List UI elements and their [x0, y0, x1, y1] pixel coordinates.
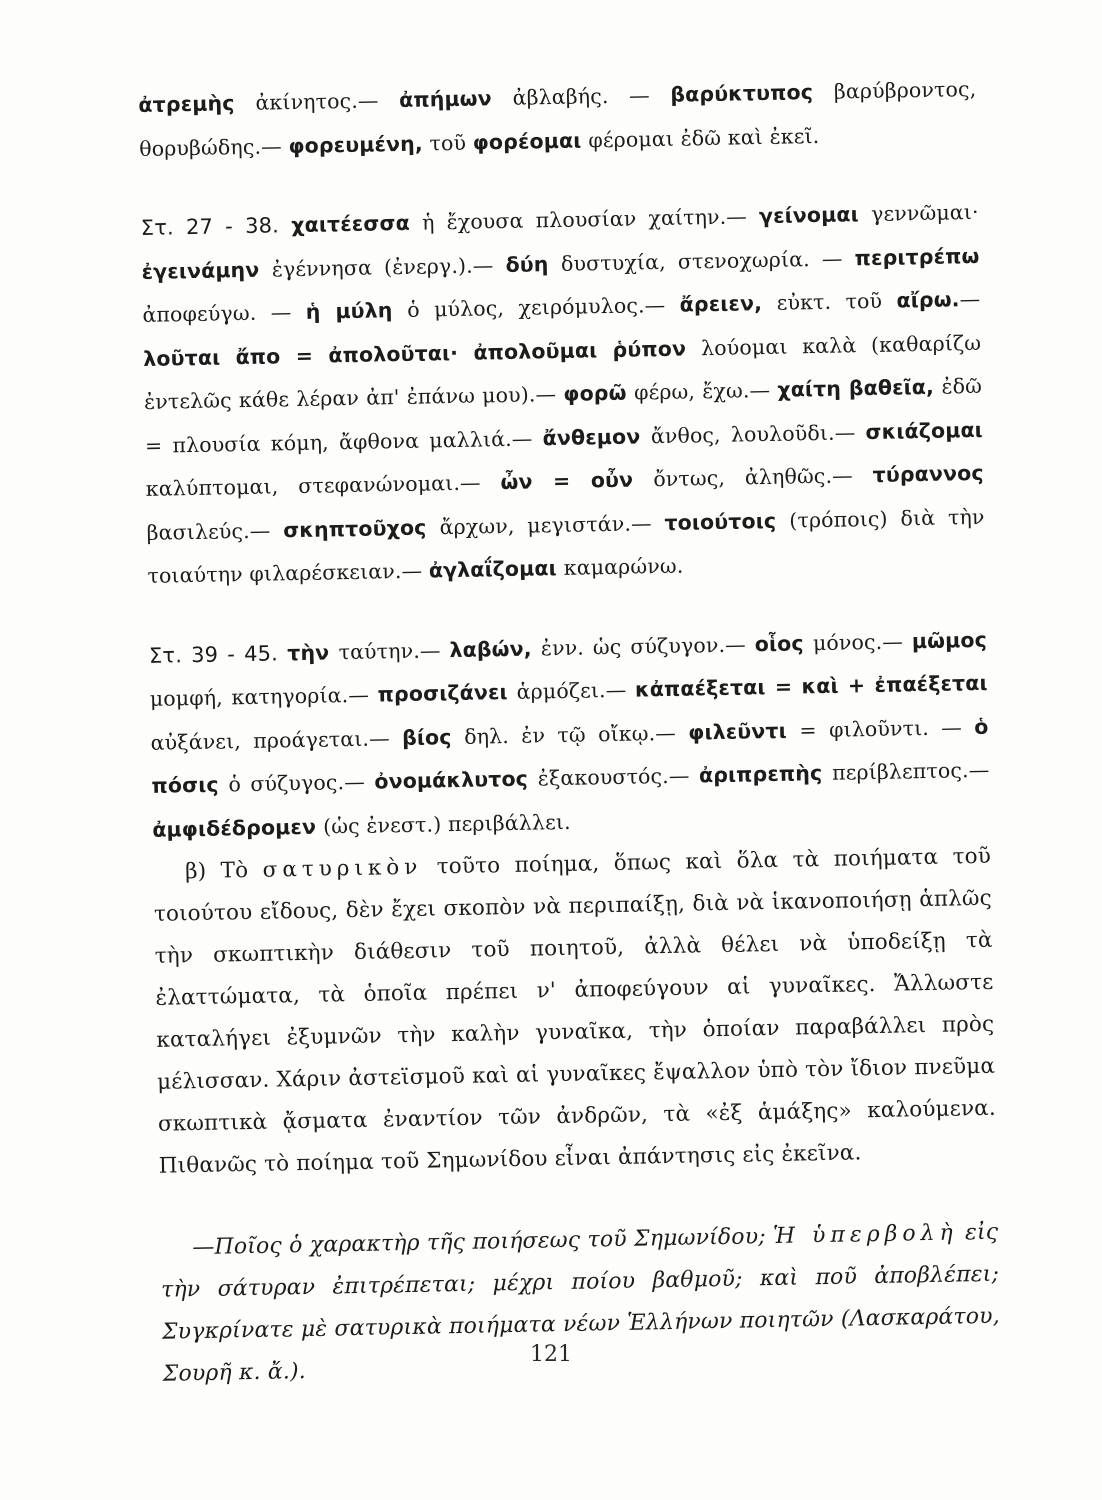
gloss-definition: δυστυχία, στενοχωρία. — [560, 245, 855, 276]
gloss-definition: γεννῶμαι· [870, 199, 979, 226]
gloss-definition: καμαρώνω. [563, 553, 684, 580]
gloss-term: ἀμφιδέδρομεν [152, 814, 317, 842]
gloss-term: ἀτρεμὴς [138, 91, 235, 117]
gloss-term: τοιούτοις [664, 508, 777, 535]
gloss-term: τύραννος [872, 460, 984, 487]
gloss-term: λοῦται ἄπο = ἀπολοῦται· ἀπολοῦμαι ῥύπον [143, 336, 687, 371]
gloss-term: χαιτέεσσα [291, 210, 411, 238]
gloss-term: δύη [505, 251, 549, 277]
gloss-definition: δηλ. ἐν τῷ οἴκῳ.— [463, 720, 689, 749]
gloss-term: αἴρω. [896, 287, 960, 313]
gloss-definition: περίβλεπτος.— [831, 757, 990, 785]
gloss-term: μῶμος [911, 627, 988, 653]
glossary-section-39-45 [149, 618, 991, 852]
gloss-definition: φέρω, ἔχω.— [633, 377, 778, 405]
gloss-definition: ὄντως, ἀληθῶς.— [653, 462, 873, 492]
gloss-term: ἀγλαΐζομαι [428, 556, 557, 583]
gloss-term: χαίτη βαθεῖα, [777, 374, 935, 402]
gloss-term: λαβών, [449, 636, 532, 662]
gloss-term: ἄρειεν, [679, 291, 763, 317]
gloss-definition: ἐδῶ = πλουσία κόμη, ἄφθονα μαλλιά.— [144, 373, 983, 458]
gloss-definition: ἄρχων, μεγιστάν.— [439, 510, 665, 539]
gloss-term: γείνομαι [758, 202, 859, 229]
glossary-intro [138, 68, 978, 171]
commentary-lead: β) Τὸ [184, 857, 263, 885]
gloss-definition: λούομαι καλὰ (καθαρίζω ἐντελῶς κάθε λέραν ἀπ' ἐπάνω μου).— [143, 330, 982, 414]
gloss-term: βαρύκτυπος [670, 80, 814, 107]
gloss-term: ἄνθεμον [542, 423, 641, 450]
gloss-definition: — [959, 286, 981, 312]
section-heading: Στ. 39 - 45. [148, 640, 279, 668]
gloss-term: σκηπτοῦχος [282, 515, 427, 542]
gloss-term: οἷος [754, 630, 804, 656]
gloss-term: ὁ πόσις [151, 714, 989, 798]
gloss-definition: ἁρμόζει.— [516, 677, 636, 704]
gloss-definition: ἐξακουστός.— [537, 763, 700, 791]
gloss-definition: βασιλεύς.— [146, 517, 284, 545]
gloss-term: φορῶ [563, 380, 627, 406]
gloss-term: φορέομαι [472, 128, 582, 155]
questions-body: εἰς τὴν σάτυραν ἐπιτρέπεται; μέχρι ποίου βαθμοῦ; καὶ ποῦ ἀποβλέπει; Συγκρίνατε μὲ σατυρικὰ ποιήματα νέων Ἑλλήνων ποιητῶν (Λασκαράτου, Σουρῆ κ. ἄ.). [160, 1219, 1001, 1387]
gloss-term: προσιζάνει [377, 680, 508, 707]
gloss-definition: (ὡς ἐνεστ.) περιβάλλει. [322, 809, 571, 839]
gloss-term: φιλεῦντι [688, 718, 787, 745]
gloss-definition: (τρόποις) διὰ τὴν τοιαύτην φιλαρέσκειαν.— [147, 504, 985, 588]
gloss-term: τὴν [286, 639, 330, 665]
gloss-term: ὦν = οὖν [500, 467, 634, 495]
commentary-body: τοῦτο ποίημα, ὅπως καὶ ὅλα τὰ ποιήματα τοῦ τοιούτου εἴδους, δὲν ἔχει σκοπὸν νὰ περιπαίξῃ, διὰ νὰ ἱκανοποιήσῃ ἁπλῶς τὴν σκωπτικὴν διάθεσιν τοῦ ποιητοῦ, ἀλλὰ θέλει νὰ ὑποδείξῃ τὰ ἐλαττώματα, τὰ ὁποῖα πρέπει ν' ἀποφεύγουν αἱ γυναῖκες. Ἄλλωστε καταλήγει ἐξυμνῶν τὴν καλὴν γυναῖκα, τὴν ὁποίαν παραβάλλει πρὸς μέλισσαν. Χάριν ἀστεϊσμοῦ καὶ αἱ γυναῖκες ἔψαλλον ὑπὸ τὸν ἴδιον πνεῦμα σκωπτικὰ ᾄσματα ἐναντίον τῶν ἀνδρῶν, τὰ «ἐξ ἁμάξης» καλούμενα. Πιθανῶς τὸ ποίημα τοῦ Σημωνίδου εἶναι ἀπάντησις εἰς ἐκεῖνα. [153, 843, 997, 1179]
gloss-definition: τοῦ [422, 130, 473, 156]
gloss-term: βίος [401, 724, 452, 750]
gloss-term: περιτρέπω [854, 243, 980, 270]
gloss-definition: ὁ σύζυγος.— [228, 769, 375, 797]
gloss-definition: ἡ ἔχουσα πλουσίαν χαίτην.— [421, 204, 760, 235]
gloss-term: ἀριπρεπὴς [698, 760, 823, 788]
gloss-definition: ταύτην.— [338, 637, 450, 664]
page-number: 121 [530, 1342, 572, 1367]
gloss-definition: ἐνν. ὡς σύζυγον.— [540, 631, 755, 660]
glossary-section-27-38 [140, 191, 985, 599]
gloss-definition: ἐγέννησα (ἐνεργ.).— [271, 252, 506, 281]
gloss-definition: ὁ μύλος, χειρόμυλος.— [406, 292, 680, 322]
gloss-definition: φέρομαι ἐδῶ καὶ ἐκεῖ. [588, 123, 820, 152]
questions-lead: —Ποῖος ὁ χαρακτὴρ τῆς ποιήσεως τοῦ Σημωνίδου; [192, 1224, 774, 1261]
gloss-definition: ἄνθος, λουλοῦδι.— [650, 419, 866, 448]
gloss-definition: ἀκίνητος.— [255, 87, 400, 115]
gloss-definition: ἀβλαβής. — [512, 82, 671, 110]
gloss-term: κἀπαέξεται = καὶ + ἐπαέξεται [634, 670, 988, 702]
section-heading: Στ. 27 - 38. [140, 213, 280, 240]
text-block [138, 68, 1001, 1396]
gloss-term: ἡ μύλη [305, 298, 393, 324]
gloss-definition: μόνος.— [812, 628, 913, 655]
gloss-definition: = φιλοῦντι. — [799, 714, 975, 742]
commentary-paragraph [153, 836, 997, 1188]
gloss-term: ἀπήμων [398, 86, 492, 112]
gloss-definition: καλύπτομαι, στεφανώνομαι.— [145, 470, 501, 501]
gloss-definition: εὐκτ. τοῦ [776, 288, 897, 315]
gloss-definition: αὐξάνει, προάγεται.— [150, 725, 403, 755]
gloss-term: ὀνομάκλυτος [374, 766, 529, 794]
questions-spaced-word: Ἡ ὑπερβολὴ [772, 1220, 958, 1250]
gloss-term: ἐγεινάμην [141, 257, 260, 284]
gloss-term: σκιάζομαι [865, 417, 984, 444]
gloss-definition: μομφή, κατηγορία.— [149, 682, 378, 711]
gloss-term: φορευμένη, [288, 131, 424, 158]
gloss-definition: βαρύβροντος, θορυβώδης.— [139, 76, 977, 161]
commentary-spaced-word: σατυρικὸν [262, 854, 423, 883]
study-questions [160, 1212, 1001, 1396]
gloss-definition: ἀποφεύγω. — [142, 299, 306, 327]
